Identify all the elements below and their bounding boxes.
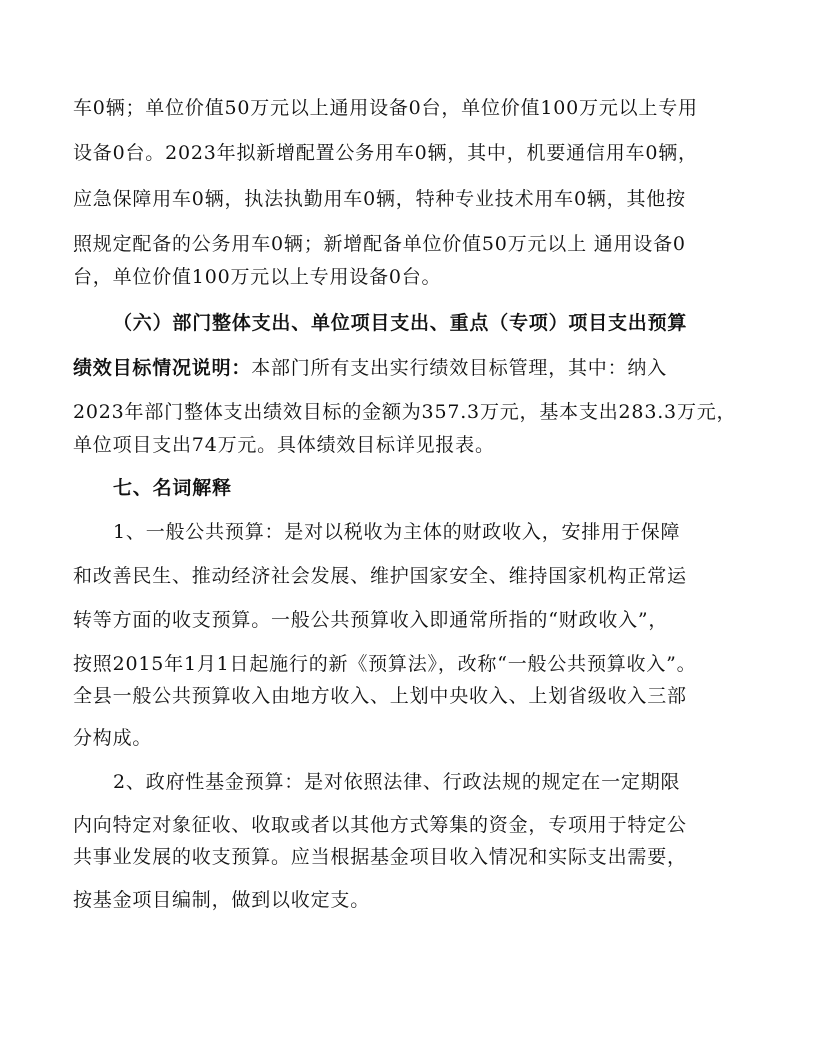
- paragraph-line: 台，单位价值100万元以上专用设备0台。: [73, 266, 442, 288]
- term-2-line: 2、政府性基金预算：是对依照法律、行政法规的规定在一定期限: [113, 771, 681, 793]
- paragraph-line: 单位项目支出74万元。具体绩效目标详见报表。: [73, 434, 495, 456]
- section-6-heading: （六）部门整体支出、单位项目支出、重点（专项）项目支出预算: [113, 312, 688, 334]
- paragraph-line: 全县一般公共预算收入由地方收入、上划中央收入、上划省级收入三部: [73, 685, 687, 707]
- paragraph-line: 分构成。: [73, 727, 153, 749]
- paragraph-line: 和改善民生、推动经济社会发展、维护国家安全、维持国家机构正常运: [73, 565, 687, 587]
- paragraph-line: 转等方面的收支预算。一般公共预算收入即通常所指的“财政收入”，: [73, 609, 669, 631]
- paragraph-line: 按基金项目编制，做到以收定支。: [73, 889, 371, 911]
- section-6-line: [73, 355, 667, 381]
- paragraph-line: 按照2015年1月1日起施行的新《预算法》，改称“一般公共预算收入”。: [73, 653, 697, 675]
- paragraph-line: 设备0台。2023年拟新增配置公务用车0辆，其中，机要通信用车0辆，: [73, 142, 698, 164]
- section-6-heading-continued: 绩效目标情况说明：: [73, 357, 252, 379]
- term-1-line: 1、一般公共预算：是对以税收为主体的财政收入，安排用于保障: [113, 521, 681, 543]
- paragraph-line: 车0辆；单位价值50万元以上通用设备0台，单位价值100万元以上专用: [73, 97, 698, 119]
- paragraph-line: 照规定配备的公务用车0辆；新增配备单位价值50万元以上 通用设备0: [73, 233, 686, 255]
- section-7-heading: 七、名词解释: [113, 477, 232, 499]
- paragraph-line: 应急保障用车0辆，执法执勤用车0辆，特种专业技术用车0辆，其他按: [73, 188, 686, 210]
- paragraph-line: 2023年部门整体支出绩效目标的金额为357.3万元，基本支出283.3万元，: [73, 401, 737, 423]
- paragraph-line: 内向特定对象征收、收取或者以其他方式筹集的资金，专项用于特定公: [73, 814, 687, 836]
- paragraph-line: 共事业发展的收支预算。应当根据基金项目收入情况和实际支出需要，: [73, 846, 687, 868]
- section-6-text: 本部门所有支出实行绩效目标管理，其中：纳入: [251, 357, 668, 379]
